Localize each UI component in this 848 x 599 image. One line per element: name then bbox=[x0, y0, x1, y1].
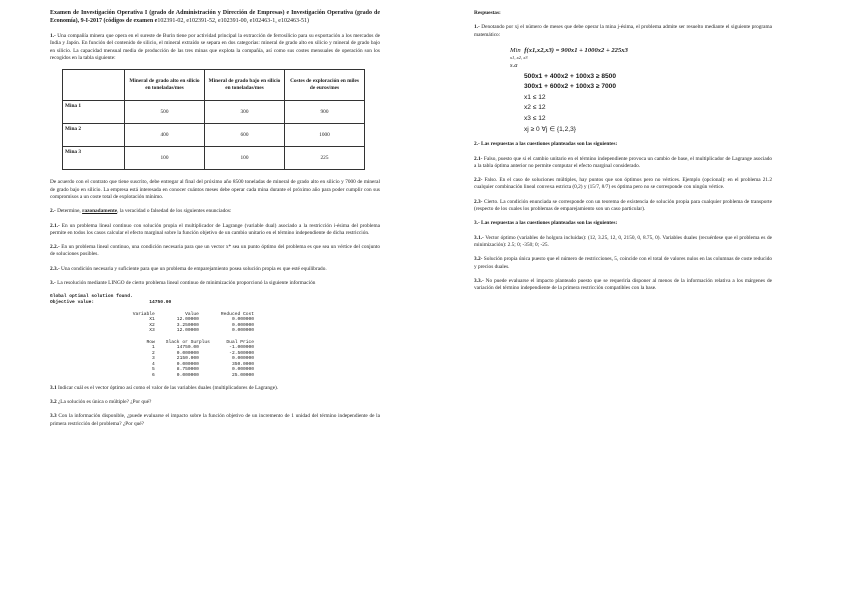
question-3-2 bbox=[50, 399, 380, 406]
q22-text: En un problema lineal continuo, una condición necesaria para que un vector x* sea un punto óptimo del problema es que sea un vértice del conjunto de soluciones posibles. bbox=[50, 244, 381, 258]
header-costs: Costes de exploración en miles de euros/mes bbox=[285, 70, 365, 101]
model-constraint: 500x1 + 400x2 + 100x3 ≥ 8500 bbox=[524, 72, 616, 80]
table-row bbox=[63, 101, 365, 124]
a22-number: 2.2- bbox=[474, 177, 483, 184]
answer-2-1 bbox=[474, 156, 772, 171]
q31-number: 3.1 bbox=[50, 384, 57, 391]
q31-text: Indicar cuál es el vector óptimo así como el valor de las variables duales (multiplicadores de Lagrange). bbox=[57, 384, 279, 391]
exam-title bbox=[50, 10, 380, 25]
table-cell: 600 bbox=[205, 124, 285, 147]
model-subject-to: s.a bbox=[510, 62, 518, 70]
a33-text: No puede evaluarse el impacto planteado puesto que se requeriría disponer al menos de la información relativa a los márgenes de variación del término independiente de la primera restricción compatibles con la base. bbox=[474, 277, 772, 292]
header-low-grade: Mineral de grado bajo en silicio en toneladas/mes bbox=[205, 70, 285, 101]
a1-text: Denotando por xj el número de meses que debe operar la mina j-ésima, el problema admite ser resuelto mediante el siguiente programa matemático: bbox=[474, 24, 772, 38]
q3-number: 3.- bbox=[50, 280, 56, 287]
question-3-1 bbox=[50, 385, 380, 392]
model-min: Min bbox=[510, 46, 521, 54]
a23-number: 2.3- bbox=[474, 198, 483, 205]
row-label: Mina 2 bbox=[63, 124, 125, 147]
question-3-3 bbox=[50, 413, 380, 428]
question-2-3 bbox=[50, 266, 380, 273]
answer-2-3 bbox=[474, 199, 772, 214]
answers-heading: Respuestas: bbox=[474, 10, 501, 16]
q2-pre: Determine, bbox=[57, 208, 81, 215]
question-2 bbox=[50, 208, 380, 215]
answers-3-heading: 3.- Las respuestas a las cuestiones planteadas son las siguientes: bbox=[474, 220, 618, 227]
a31-number: 3.1.- bbox=[474, 234, 484, 241]
table-cell: 100 bbox=[125, 147, 205, 170]
answers-2-heading: 2.- Las respuestas a las cuestiones planteadas son las siguientes: bbox=[474, 141, 618, 148]
table-cell: 300 bbox=[205, 101, 285, 124]
table-cell: 900 bbox=[285, 101, 365, 124]
math-model bbox=[510, 46, 772, 135]
a31-text: Vector óptimo (variables de holgura incluidas): (12, 3.25, 12, 0, 2150, 0, 8.75, 0). Variables duales (recuérdese que el problema es de minimización): 2.5; 0; -350; 0; -25. bbox=[474, 234, 772, 248]
model-constraint: xj ≥ 0 ∀j ∈ {1,2,3} bbox=[524, 125, 576, 133]
row-label: Mina 3 bbox=[63, 147, 125, 170]
table-cell: 1000 bbox=[285, 124, 365, 147]
q32-text: ¿La solución es única o múltiple? ¿Por qué? bbox=[57, 398, 152, 405]
contract-paragraph: De acuerdo con el contrato que tiene suscrito, debe entregar al final del próximo año 8500 toneladas de mineral de grado alto en silicio y 7000 de mineral de grado bajo en silicio. La empresa está interesada en conocer cuántos meses debe operar cada mina durante el próximo año para poder cumplir con sus compromisos a un coste total de explotación mínimo. bbox=[50, 179, 380, 200]
table-header-row bbox=[63, 70, 365, 101]
right-column bbox=[474, 10, 772, 299]
answer-2-2 bbox=[474, 177, 772, 192]
model-objective-line bbox=[510, 46, 772, 57]
q22-number: 2.2.- bbox=[50, 244, 60, 251]
q2-underlined: razonadamente bbox=[82, 208, 118, 215]
q33-text: Con la información disponible, ¿puede evaluarse el impacto sobre la función objetivo de un incremento de 1 unidad del término independiente de la primera restricción del problema? ¿Por qué? bbox=[50, 413, 380, 427]
exam-codes: 102391-02, e102391-52, e102391-00, e102463-1, e102463-51) bbox=[157, 17, 309, 24]
a1-number: 1.- bbox=[474, 24, 480, 31]
exam-title-text: Examen de Investigación Operativa I (grado de Administración y Dirección de Empresas) e Investigación Operativa (grado de Economía), 9-I-2017 (códigos de examen e bbox=[50, 10, 380, 24]
a23-text: Cierto. La condición enunciada se corresponde con un teorema de existencia de solución propia para cualquier problema de transporte (respecto de los cuales los problemas de emparejamiento son un caso particular). bbox=[474, 198, 772, 213]
question-2-1 bbox=[50, 223, 380, 238]
table-cell: 400 bbox=[125, 124, 205, 147]
q2-post: , la veracidad o falsedad de los siguientes enunciados: bbox=[117, 208, 232, 215]
model-objective: f(x1,x2,x3) = 900x1 + 1000x2 + 225x3 bbox=[524, 46, 628, 54]
mines-table bbox=[62, 69, 365, 170]
table-row bbox=[63, 124, 365, 147]
q32-number: 3.2 bbox=[50, 398, 57, 405]
q21-text: En un problema lineal continuo con solución propia el multiplicador de Lagrange (variable dual) asociado a la restricción i-ésima del problema permite en todos los casos calcular el efecto marginal sobre la función objetivo de un cambio unitario en el término independiente de dicha restricción. bbox=[50, 222, 380, 236]
model-constraint: x2 ≤ 12 bbox=[524, 104, 546, 112]
a33-number: 3.3.- bbox=[474, 277, 484, 284]
q33-number: 3.3 bbox=[50, 413, 57, 420]
answer-3-2 bbox=[474, 256, 772, 271]
q1-number: 1.- bbox=[50, 33, 56, 40]
q1-text: Una compañía minera que opera en el sureste de Burin tiene por actividad principal la extracción de ferrosilicio para su exportación a los mercados de India y Japón. En función del contenido de silicio, el mineral extraído se separa en dos categorías: mineral de grado alto en silicio y mineral de grado bajo en silicio. La capacidad mensual media de producción de las tres minas que explota la compañía, así como sus costes mensuales de operación son los recogidos en la tabla siguiente: bbox=[50, 33, 380, 62]
q3-text: La resolución mediante LINGO de cierto problema lineal continuo de minimización proporcionó la siguiente información bbox=[57, 280, 316, 287]
lingo-header: Global optimal solution found. Objective value: 14750.00 bbox=[50, 294, 172, 305]
a21-text: Falso, puesto que si el cambio unitario en el término independiente provoca un cambio de base, el multiplicador de Lagrange asociado a la tabla óptima anterior no permite computar el efecto marginal considerado. bbox=[474, 155, 773, 169]
answer-3-1 bbox=[474, 235, 772, 250]
model-constraint: 300x1 + 600x2 + 100x3 ≥ 7000 bbox=[524, 83, 616, 91]
q21-number: 2.1.- bbox=[50, 222, 60, 229]
answer-3-3 bbox=[474, 278, 772, 293]
q23-text: Una condición necesaria y suficiente para que un problema de emparejamiento posea solución propia es que esté equilibrado. bbox=[61, 265, 327, 272]
left-column bbox=[50, 10, 380, 435]
table-cell: 225 bbox=[285, 147, 365, 170]
row-label: Mina 1 bbox=[63, 101, 125, 124]
q23-number: 2.3.- bbox=[50, 265, 60, 272]
a32-number: 3.2- bbox=[474, 256, 483, 263]
model-constraint: x1 ≤ 12 bbox=[524, 93, 546, 101]
table-corner bbox=[63, 70, 125, 101]
question-3 bbox=[50, 280, 380, 287]
header-high-grade: Mineral de grado alto en silicio en toneladas/mes bbox=[125, 70, 205, 101]
a22-text: Falso. En el caso de soluciones múltiples, hay puntos que son óptimos pero no vértices. Ejemplo (opcional): en el problema 21.2 cualquier combinación lineal convexa estricta (0,2) y (15/7, 8/7) es óptima pero no se corresponde con ningún vértice. bbox=[474, 177, 772, 191]
model-min-subscript: x1, x2, x3 bbox=[510, 55, 528, 61]
a21-number: 2.1- bbox=[474, 155, 483, 162]
model-constraint: x3 ≤ 12 bbox=[524, 115, 546, 123]
table-cell: 500 bbox=[125, 101, 205, 124]
question-2-2 bbox=[50, 244, 380, 259]
a32-text: Solución propia única puesto que el número de restricciones, 5, coincide con el total de valores nulos en las columnas de coste reducido y precios duales. bbox=[474, 256, 772, 270]
q2-number: 2.- bbox=[50, 208, 56, 215]
question-1 bbox=[50, 33, 380, 62]
table-row bbox=[63, 147, 365, 170]
answer-1 bbox=[474, 24, 772, 39]
lingo-output: Variable Value Reduced Cost X1 12.00000 0.000000 X2 3.250000 0.000000 X3 12.00000 0.000000 Row Slack or Surplus Dual Price 1 14750.00 -1.000000 2 0.000000 -2.500000 3 2150.000 0.000000 4 0.000000 350.0000 5 8.750000 0.000000 6 0.000000 25.00000 bbox=[132, 311, 254, 379]
table-cell: 100 bbox=[205, 147, 285, 170]
